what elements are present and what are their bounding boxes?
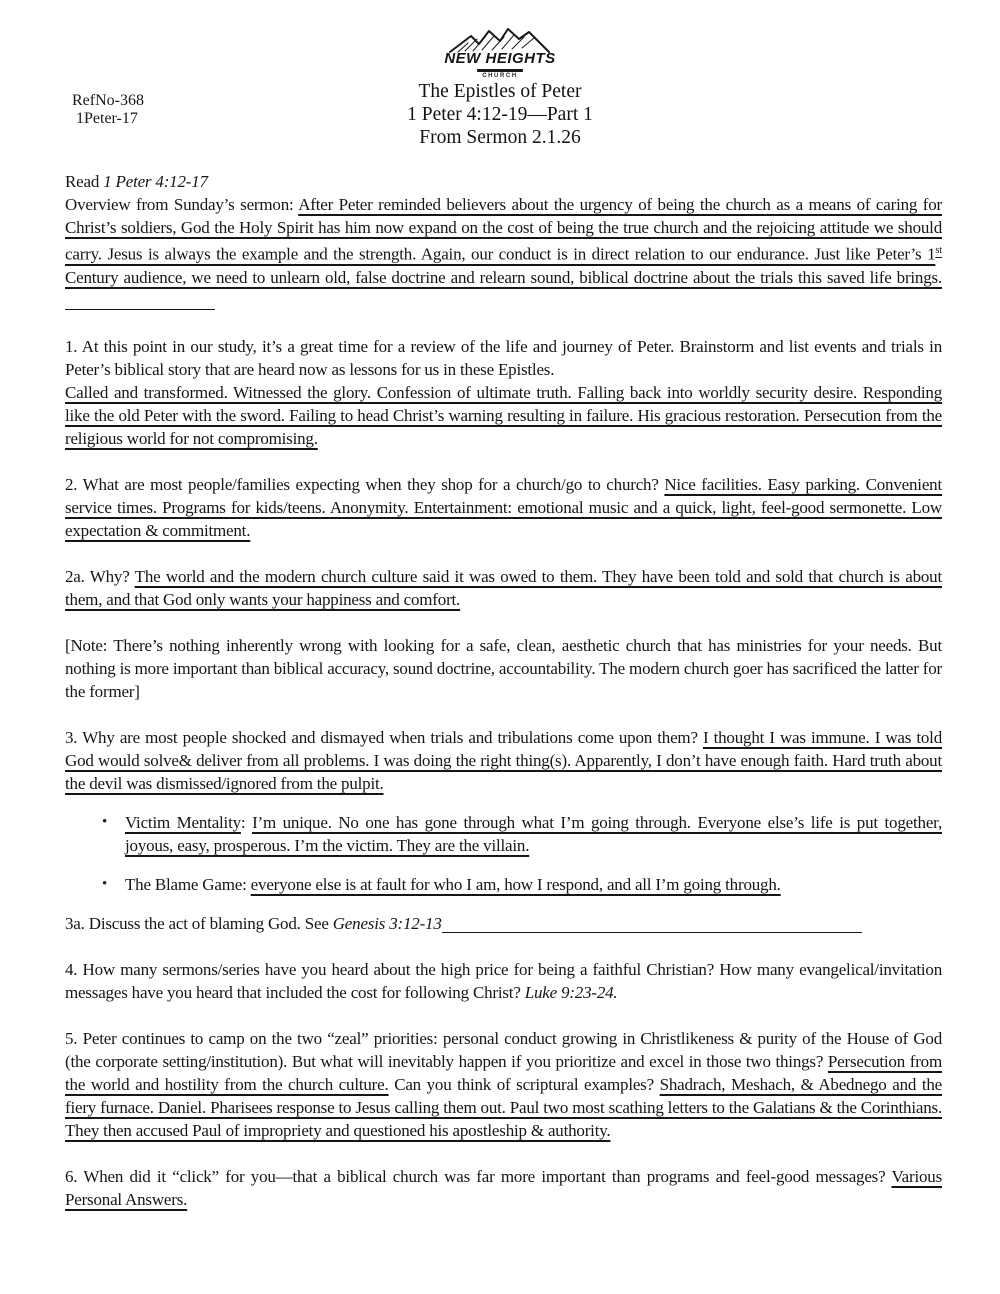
question-5: 5. Peter continues to camp on the two “zeal” priorities: personal conduct growing in Christlikeness & purity of the House of God (the corporate setting/institution). But what will inevitably happen if you prioritize and excel in those two things? Persecution from the world and hostility from the church culture. Can you think of scriptural examples? Shadrach, Meshach, & Abednego and the fiery furnace. Daniel. Pharisees response to Jesus calling them out. Paul two most scathing letters to the Galatians & the Corinthians. They then accused Paul of impropriety and questioned his apostleship & authority. [65, 1028, 943, 1140]
question-4: 4. How many sermons/series have you heard about the high price for being a faithful Christian? How many evangelical/invitation messages have you heard that included the cost for following Christ? Luke 9:23-24. [65, 959, 942, 1002]
series-number: 1Peter-17 [76, 110, 138, 127]
question-3: 3. Why are most people shocked and dismayed when trials and tribulations come upon them? I thought I was immune. I was told God would solve& deliver from all problems. I was doing the right thing(s). Apparently, I don’t have enough faith. Hard truth about the devil was dismissed/ignored from the pulpit. [65, 727, 942, 793]
bullet-text: The Blame Game: everyone else is at fault for who I am, how I respond, and all I’m going through. [125, 874, 781, 894]
logo-divider [477, 69, 523, 72]
logo-subtitle: CHURCH [482, 73, 518, 79]
title-line-3: From Sermon 2.1.26 [419, 127, 581, 148]
title-line-2: 1 Peter 4:12-19—Part 1 [407, 104, 593, 125]
question-1: 1. At this point in our study, it’s a great time for a review of the life and journey of Peter. Brainstorm and list events and trials in Peter’s biblical story that are heard now as lessons for us in these Epistles. Called and transformed. Witnessed the glory. Confession of ultimate truth. Falling back into worldly security desire. Responding like the old Peter with the sword. Failing to head Christ’s warning resulting in failure. His gracious restoration. Persecution from the religious world for not compromising. [65, 336, 942, 448]
bullet-blame-game [65, 873, 942, 896]
question-6: 6. When did it “click” for you—that a biblical church was far more important than programs and feel-good messages? Various Personal Answers. [65, 1166, 942, 1209]
question-3a: 3a. Discuss the act of blaming God. See Genesis 3:12-13 [65, 912, 942, 935]
document-title [0, 80, 1000, 149]
logo-wordmark: NEW HEIGHTS [444, 50, 556, 67]
sermon-overview: Overview from Sunday’s sermon: After Peter reminded believers about the urgency of being the church as a means of caring for Christ’s soldiers, God the Holy Spirit has him now expand on the cost of being the true church and the rejoicing attitude we should carry. Jesus is always the example and the strength. Again, our conduct is in direct relation to our endurance. Just like Peter’s 1st Century audience, we need to unlearn old, false doctrine and relearn sound, biblical doctrine about the trials this saved life brings. [65, 193, 942, 312]
bullet-text: Victim Mentality: I’m unique. No one has gone through what I’m going through. Everyone else’s life is put together, joyous, easy, prosperous. I’m the victim. They are the villain. [125, 812, 943, 855]
note-paragraph: [Note: There’s nothing inherently wrong with looking for a safe, clean, aesthetic church that has ministries for your needs. But nothing is more important than biblical accuracy, sound doctrine, accountability. The modern church goer has sacrificed the latter for the former] [65, 635, 942, 701]
ref-number: RefNo-368 [72, 92, 144, 109]
bullet-icon: • [102, 813, 108, 830]
bullet-victim-mentality [65, 811, 942, 857]
worksheet-body [65, 170, 942, 1234]
question-2: 2. What are most people/families expecting when they shop for a church/go to church? Nice facilities. Easy parking. Convenient service times. Programs for kids/teens. Anonymity. Entertainment: emotional music and a quick, light, feel-good sermonette. Low expectation & commitment. [65, 474, 942, 540]
bullet-icon: • [102, 875, 108, 892]
church-logo [0, 26, 1000, 79]
question-2a: 2a. Why? The world and the modern church culture said it was owed to them. They have been told and sold that church is about them, and that God only wants your happiness and comfort. [65, 566, 942, 609]
read-instruction: Read 1 Peter 4:12-17 [65, 172, 208, 191]
title-line-1: The Epistles of Peter [418, 81, 582, 102]
